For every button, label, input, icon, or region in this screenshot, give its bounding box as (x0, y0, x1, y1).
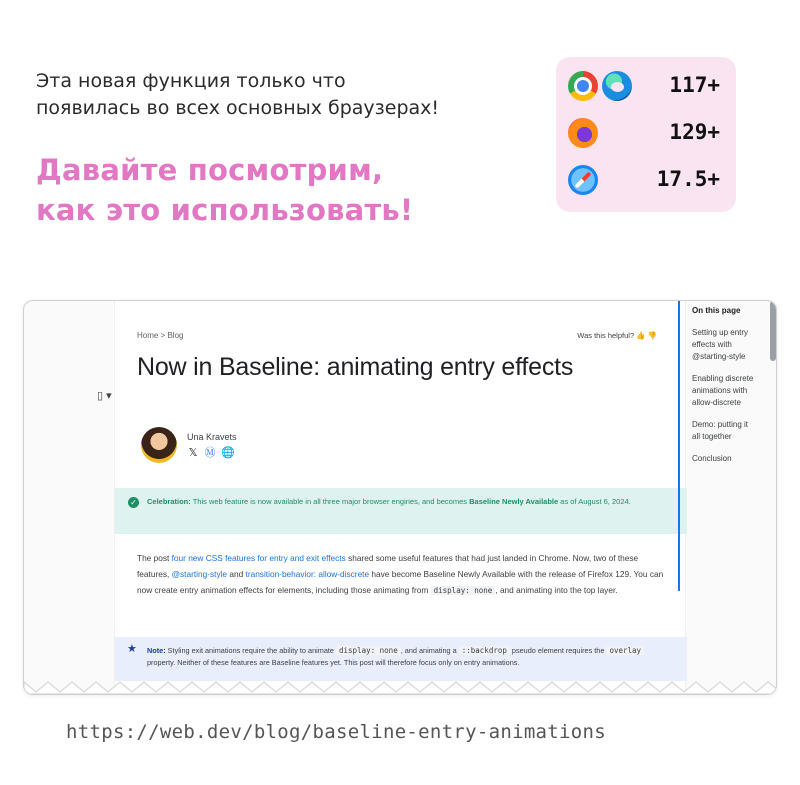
support-version: 129+ (669, 120, 720, 144)
support-row-chromium (556, 67, 736, 107)
feedback-label: Was this helpful? (577, 331, 635, 340)
author-socials (187, 447, 233, 459)
chrome-icon (568, 71, 598, 101)
check-icon: ✓ (128, 497, 139, 508)
headline-line-2: как это использовать! (36, 193, 414, 227)
note-text: , and animating a (400, 646, 459, 655)
note-text: Styling exit animations require the ability to animate (165, 646, 337, 655)
para-text: The post (137, 553, 172, 563)
browser-support-card (556, 57, 736, 212)
headline-line-1: Давайте посмотрим, (36, 153, 384, 187)
code-overlay: overlay (606, 646, 644, 655)
link-allow-discrete[interactable]: transition-behavior: allow-discrete (245, 569, 370, 579)
support-row-safari (556, 161, 736, 201)
note-banner (115, 637, 687, 681)
support-version: 17.5+ (656, 167, 720, 191)
support-row-firefox (556, 114, 736, 154)
toc-item-starting-style[interactable]: Setting up entry effects with @starting-style (692, 328, 749, 361)
bookmark-icon[interactable]: ▯ ▾ (97, 390, 112, 402)
feedback-prompt (577, 331, 657, 340)
avatar (141, 427, 177, 463)
toc-item-conclusion[interactable]: Conclusion (692, 454, 732, 463)
note-text: pseudo element requires the (509, 646, 607, 655)
link-entry-exit-features[interactable]: four new CSS features for entry and exit effects (171, 553, 346, 563)
x-icon[interactable]: 𝕏 (188, 447, 198, 459)
scrollbar[interactable] (770, 301, 776, 361)
para-text: and (227, 569, 246, 579)
table-of-contents (678, 301, 768, 591)
mastodon-icon[interactable]: Ⓜ (204, 447, 216, 459)
link-starting-style[interactable]: @starting-style (171, 569, 228, 579)
breadcrumb[interactable]: Home > Blog (137, 331, 184, 340)
star-icon: ★ (127, 643, 137, 655)
note-label: Note: (147, 646, 166, 655)
headline (36, 150, 556, 230)
globe-icon[interactable]: 🌐 (221, 447, 235, 459)
torn-edge (24, 678, 777, 694)
toc-heading: On this page (692, 306, 741, 315)
safari-icon (568, 165, 598, 195)
article (114, 301, 686, 695)
intro-text (36, 68, 556, 122)
intro-line-1: Эта новая функция только что (36, 70, 346, 92)
para-text: shared some useful features that had just landed in Chrome. Now, two of these features, (137, 553, 639, 579)
thumbs-down-icon[interactable]: 👎 (647, 331, 657, 340)
code-display-none: display: none (431, 586, 496, 595)
page-title: Now in Baseline: animating entry effects (137, 353, 574, 381)
celebration-banner (115, 488, 687, 534)
toc-item-demo[interactable]: Demo: putting it all together (692, 420, 749, 441)
celebration-label: Celebration: (147, 497, 191, 506)
author-name[interactable]: Una Kravets (187, 432, 237, 442)
celebration-text: This web feature is now available in all three major browser engines, and becomes (190, 497, 470, 506)
support-version: 117+ (669, 73, 720, 97)
para-text: , and animating into the top layer. (495, 585, 618, 595)
code-backdrop: ::backdrop (459, 646, 510, 655)
celebration-tail: as of August 6, 2024. (558, 497, 631, 506)
intro-line-2: появилась во всех основных браузерах! (36, 97, 440, 119)
source-url: https://web.dev/blog/baseline-entry-animations (66, 721, 606, 743)
celebration-strong: Baseline Newly Available (469, 497, 559, 506)
intro-paragraph (137, 550, 667, 599)
toc-item-allow-discrete[interactable]: Enabling discrete animations with allow-discrete (692, 374, 754, 407)
screenshot-frame (23, 300, 777, 695)
thumbs-up-icon[interactable]: 👍 (636, 331, 646, 340)
firefox-icon (568, 118, 598, 148)
edge-icon (602, 71, 632, 101)
para-text: have become Baseline Newly Available with the release of Firefox 129. You can now create entry animation effects for elements, including those animating from (137, 569, 664, 595)
code-display-none: display: none (336, 646, 401, 655)
note-text: property. Neither of these features are Baseline features yet. This post will therefore focus only on entry animations. (147, 658, 520, 667)
